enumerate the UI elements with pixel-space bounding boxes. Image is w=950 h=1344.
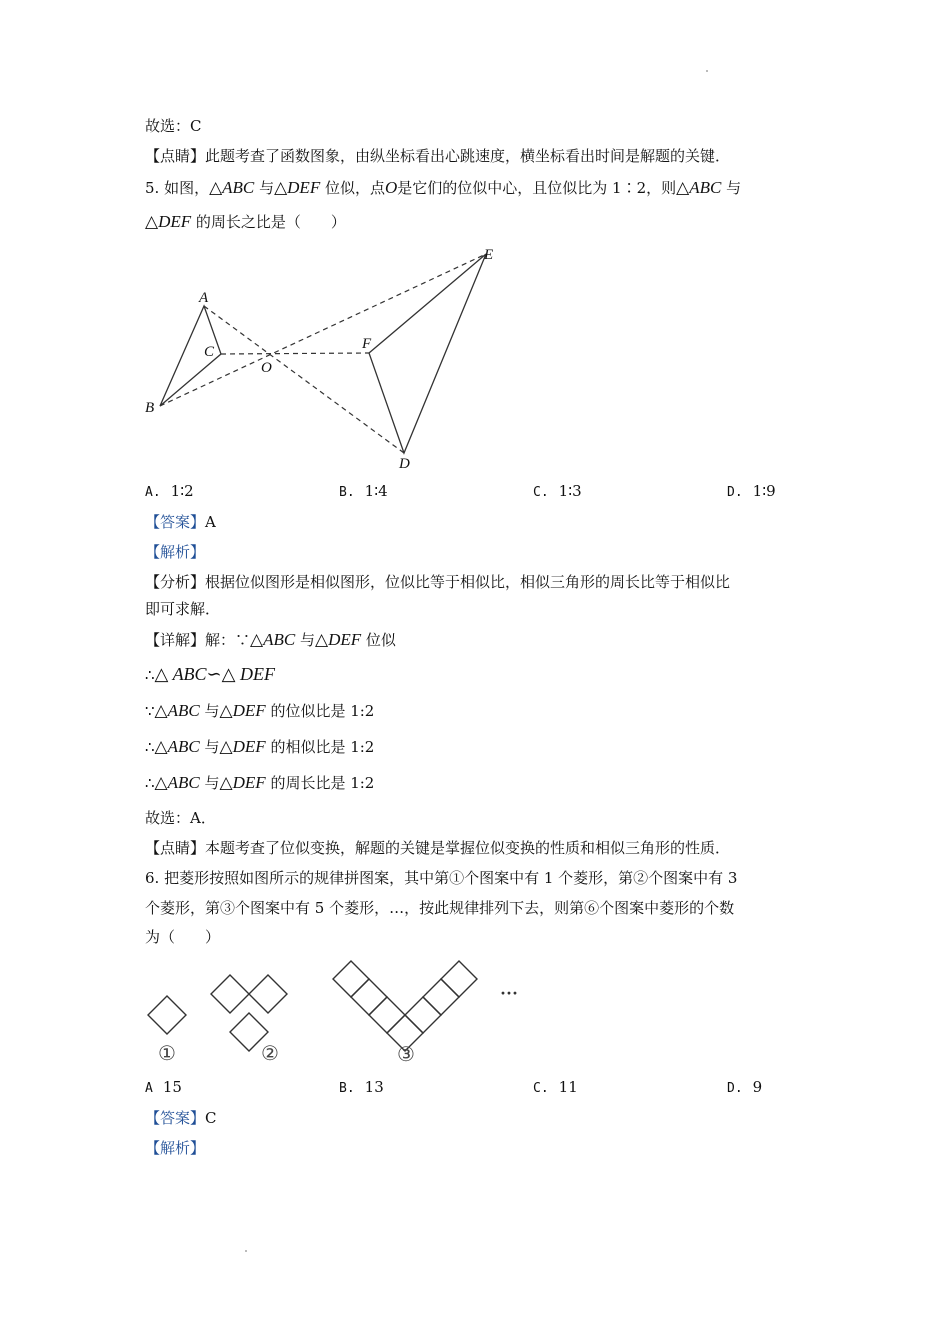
rhombus	[148, 996, 186, 1034]
math-triangle: △ABC	[209, 178, 255, 197]
q5-fenxi-cont: 即可求解．	[145, 600, 221, 618]
option-label: C.	[533, 485, 549, 500]
q4-comment	[145, 146, 730, 166]
answer-tag: 【答案】	[145, 1109, 206, 1127]
q5-analysis-tag	[145, 542, 205, 562]
therefore-symbol: ∴	[145, 774, 155, 792]
scan-dot	[245, 1250, 247, 1252]
option-text: 1∶3	[558, 482, 582, 500]
text: 与	[204, 702, 220, 720]
comment-tag: 【点睛】	[145, 147, 206, 165]
text: 的相似比是 1:2	[270, 738, 375, 756]
q6-option-a[interactable]	[145, 1077, 182, 1099]
label-o: O	[261, 360, 272, 376]
option-text: 9	[752, 1078, 763, 1096]
option-label: A	[145, 1081, 153, 1096]
q4-choice: 故选：C	[145, 117, 202, 135]
q6-stem-line3: 为（ ）	[145, 928, 221, 946]
math-triangle: △DEF	[315, 630, 362, 649]
rhombus	[333, 961, 369, 997]
fenxi-tag: 【分析】	[145, 573, 206, 591]
math-similar: △ ABC∽△ DEF	[154, 664, 275, 684]
math-triangle: △ABC	[676, 178, 722, 197]
text: 位似	[365, 631, 396, 649]
comment-text: 此题考查了函数图象，由纵坐标看出心跳速度，横坐标看出时间是解题的关键．	[205, 147, 731, 165]
because-symbol: ∵	[145, 702, 155, 720]
option-label: B.	[339, 1081, 355, 1096]
answer-tag: 【答案】	[145, 513, 206, 531]
comment-text: 本题考查了位似变换，解题的关键是掌握位似变换的性质和相似三角形的性质．	[205, 839, 731, 857]
homothety-figure	[140, 240, 510, 475]
math-triangle: △ABC	[154, 701, 200, 720]
q6-analysis-tag	[145, 1138, 205, 1158]
q5-fenxi	[145, 572, 730, 592]
pattern-label-2: ②	[261, 1043, 279, 1065]
q6-stem-line2: 个菱形，第③个图案中有 5 个菱形，…，按此规律排列下去，则第⑥个图案中菱形的个数	[145, 899, 735, 917]
rhombus	[211, 975, 249, 1013]
label-d: D	[399, 456, 410, 472]
therefore-symbol: ∴	[145, 738, 155, 756]
math-triangle: △DEF	[219, 737, 266, 756]
q6-answer	[145, 1108, 217, 1128]
text: 解：∵	[205, 631, 251, 649]
q5-step-similar	[145, 664, 275, 685]
label-a: A	[199, 290, 209, 306]
q5-answer	[145, 512, 216, 532]
dashed-line-be	[160, 254, 486, 406]
q5-option-a[interactable]	[145, 481, 194, 503]
q6-stem-line1: 6. 把菱形按照如图所示的规律拼图案，其中第①个图案中有 1 个菱形，第②个图案中有 3	[145, 869, 738, 887]
pattern-label-1: ①	[158, 1043, 176, 1065]
text: 的周长比是 1:2	[270, 774, 375, 792]
rhombus	[423, 979, 459, 1015]
text: 与	[259, 179, 275, 197]
question-number: 5. 如图，	[145, 179, 210, 197]
option-text: 15	[162, 1078, 182, 1096]
option-label: C.	[533, 1081, 549, 1096]
math-triangle: △DEF	[219, 773, 266, 792]
q6-option-c[interactable]	[533, 1077, 578, 1099]
q5-option-d[interactable]	[727, 481, 776, 503]
text: 与	[726, 179, 742, 197]
option-label: A.	[145, 485, 161, 500]
rhombus	[441, 961, 477, 997]
text: 的位似比是 1:2	[270, 702, 375, 720]
q6-option-d[interactable]	[727, 1077, 762, 1099]
q5-step-similarity	[145, 737, 374, 757]
option-text: 1∶2	[170, 482, 194, 500]
text: 与	[300, 631, 316, 649]
detail-tag: 【详解】	[145, 631, 206, 649]
scan-dot	[706, 70, 708, 72]
q5-option-c[interactable]	[533, 481, 582, 503]
q5-step-perimeter	[145, 773, 374, 793]
therefore-symbol: ∴	[145, 666, 155, 684]
text: 与	[204, 774, 220, 792]
q5-stem-line2	[145, 212, 346, 232]
answer-value: A	[205, 513, 216, 531]
math-triangle: △ABC	[154, 773, 200, 792]
text: 是它们的位似中心，且位似比为 1∶2，则	[397, 179, 677, 197]
q5-option-b[interactable]	[339, 481, 388, 503]
option-label: D.	[727, 1081, 743, 1096]
option-text: 1∶4	[364, 482, 388, 500]
rhombus	[249, 975, 287, 1013]
rhombus-pattern-figure	[140, 952, 540, 1070]
math-triangle: △ABC	[154, 737, 200, 756]
q5-stem-line1	[145, 178, 741, 198]
text: 位似，点	[324, 179, 385, 197]
rhombus	[405, 997, 441, 1033]
q5-step-ratio	[145, 701, 374, 721]
triangle-def	[369, 254, 486, 453]
answer-value: C	[205, 1109, 217, 1127]
text: 与	[204, 738, 220, 756]
dashed-line-ad	[204, 306, 404, 453]
label-e: E	[484, 247, 494, 263]
label-b: B	[145, 400, 155, 416]
dashed-line-cf	[221, 353, 369, 354]
q6-option-b[interactable]	[339, 1077, 384, 1099]
analysis-tag: 【解析】	[145, 1139, 206, 1157]
option-text: 11	[558, 1078, 578, 1096]
option-text: 13	[364, 1078, 384, 1096]
q5-choice: 故选：A．	[145, 809, 216, 827]
option-label: D.	[727, 485, 743, 500]
label-f: F	[362, 336, 372, 352]
q5-detail	[145, 630, 396, 650]
comment-tag: 【点睛】	[145, 839, 206, 857]
q5-comment	[145, 838, 730, 858]
fenxi-text: 根据位似图形是相似图形，位似比等于相似比，相似三角形的周长比等于相似比	[205, 573, 731, 591]
analysis-tag: 【解析】	[145, 543, 206, 561]
rhombus	[351, 979, 387, 1015]
rhombus	[369, 997, 405, 1033]
math-triangle: △DEF	[145, 212, 192, 231]
ellipsis-dots: ···	[499, 983, 519, 1003]
option-label: B.	[339, 485, 355, 500]
math-triangle: △DEF	[219, 701, 266, 720]
math-triangle: △DEF	[274, 178, 321, 197]
label-c: C	[204, 344, 215, 360]
math-triangle: △ABC	[250, 630, 296, 649]
math-point: O	[385, 178, 398, 197]
text: 的周长之比是（ ）	[195, 213, 346, 231]
pattern-label-3: ③	[397, 1044, 415, 1066]
option-text: 1∶9	[752, 482, 776, 500]
